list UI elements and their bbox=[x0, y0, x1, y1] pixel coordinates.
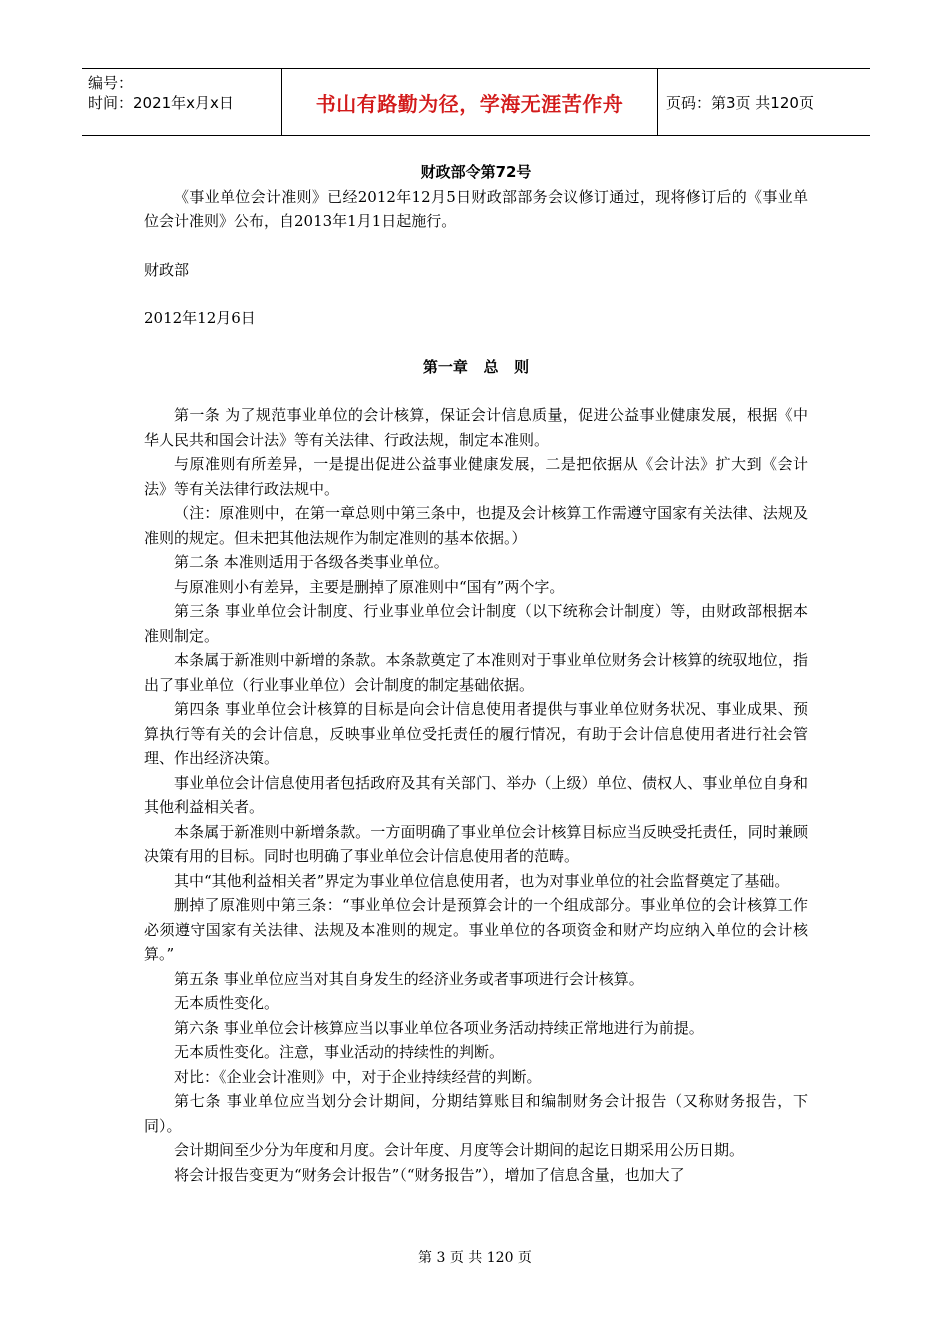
issue-date: 2012年12月6日 bbox=[144, 309, 256, 327]
page-footer: 第 3 页 共 120 页 bbox=[418, 1250, 532, 1266]
paragraph: 与原准则有所差异，一是提出促进公益事业健康发展，二是把依据从《会计法》扩大到《会计法》等有关法律行政法规中。 bbox=[144, 455, 808, 498]
paragraph: 第五条 事业单位应当对其自身发生的经济业务或者事项进行会计核算。 bbox=[174, 969, 644, 988]
paragraph: 第四条 事业单位会计核算的目标是向会计信息使用者提供与事业单位财务状况、事业成果、预算执行等有关的会计信息，反映事业单位受托责任的履行情况，有助于会计信息使用者进行社会管理、作出经济决策。 bbox=[144, 700, 808, 767]
paragraph: 事业单位会计信息使用者包括政府及其有关部门、举办（上级）单位、债权人、事业单位自身和其他利益相关者。 bbox=[144, 773, 808, 816]
paragraph: 第一条 为了规范事业单位的会计核算，保证会计信息质量，促进公益事业健康发展，根据《中华人民共和国会计法》等有关法律、行政法规，制定本准则。 bbox=[144, 406, 808, 449]
paragraph: 将会计报告变更为“财务会计报告”（“财务报告”），增加了信息含量，也加大了 bbox=[174, 1165, 685, 1184]
header-motto: 书山有路勤为径，学海无涯苦作舟 bbox=[282, 69, 658, 135]
intro-paragraph: 《事业单位会计准则》已经2012年12月5日财政部部务会议修订通过，现将修订后的《事业单位会计准则》公布，自2013年1月1日起施行。 bbox=[144, 187, 808, 230]
header-meta bbox=[82, 69, 282, 135]
paragraph: 删掉了原准则中第三条：“事业单位会计是预算会计的一个组成部分。事业单位的会计核算工作必须遵守国家有关法律、法规及本准则的规定。事业单位的各项资金和财产均应纳入单位的会计核算。” bbox=[144, 896, 808, 963]
paragraph: 第二条 本准则适用于各级各类事业单位。 bbox=[174, 553, 449, 571]
document-title: 财政部令第72号 bbox=[420, 163, 532, 181]
paragraph: 与原准则小有差异，主要是删掉了原准则中“国有”两个字。 bbox=[174, 577, 565, 596]
signer: 财政部 bbox=[144, 260, 190, 279]
paragraph: 无本质性变化。 bbox=[174, 994, 280, 1012]
header-table bbox=[82, 68, 870, 136]
article-list bbox=[144, 403, 808, 1187]
time-label: 时间：2021年x月x日 bbox=[88, 94, 234, 112]
paragraph: 对比：《企业会计准则》中，对于企业持续经营的判断。 bbox=[174, 1067, 542, 1086]
paragraph: 本条属于新准则中新增的条款。本条款奠定了本准则对于事业单位财务会计核算的统驭地位，指出了事业单位（行业事业单位）会计制度的制定基础依据。 bbox=[144, 651, 808, 694]
paragraph: 本条属于新准则中新增条款。一方面明确了事业单位会计核算目标应当反映受托责任，同时兼顾决策有用的目标。同时也明确了事业单位会计信息使用者的范畴。 bbox=[144, 822, 808, 865]
paragraph: 第六条 事业单位会计核算应当以事业单位各项业务活动持续正常地进行为前提。 bbox=[174, 1018, 704, 1037]
document-body bbox=[144, 160, 808, 1187]
paragraph: 第七条 事业单位应当划分会计期间，分期结算账目和编制财务会计报告（又称财务报告，下同）。 bbox=[144, 1092, 808, 1135]
number-label: 编号： bbox=[88, 74, 134, 92]
paragraph: 第三条 事业单位会计制度、行业事业单位会计制度（以下统称会计制度）等，由财政部根据本准则制定。 bbox=[144, 602, 808, 645]
chapter-title: 第一章 总 则 bbox=[422, 357, 530, 376]
paragraph: （注：原准则中，在第一章总则中第三条中，也提及会计核算工作需遵守国家有关法律、法规及准则的规定。但未把其他法规作为制定准则的基本依据。） bbox=[144, 504, 808, 547]
paragraph: 会计期间至少分为年度和月度。会计年度、月度等会计期间的起讫日期采用公历日期。 bbox=[174, 1141, 745, 1159]
paragraph: 无本质性变化。注意，事业活动的持续性的判断。 bbox=[174, 1043, 505, 1061]
paragraph: 其中“其他利益相关者”界定为事业单位信息使用者，也为对事业单位的社会监督奠定了基础。 bbox=[174, 871, 790, 890]
header-page-info: 页码：第3页 共120页 bbox=[666, 93, 814, 112]
